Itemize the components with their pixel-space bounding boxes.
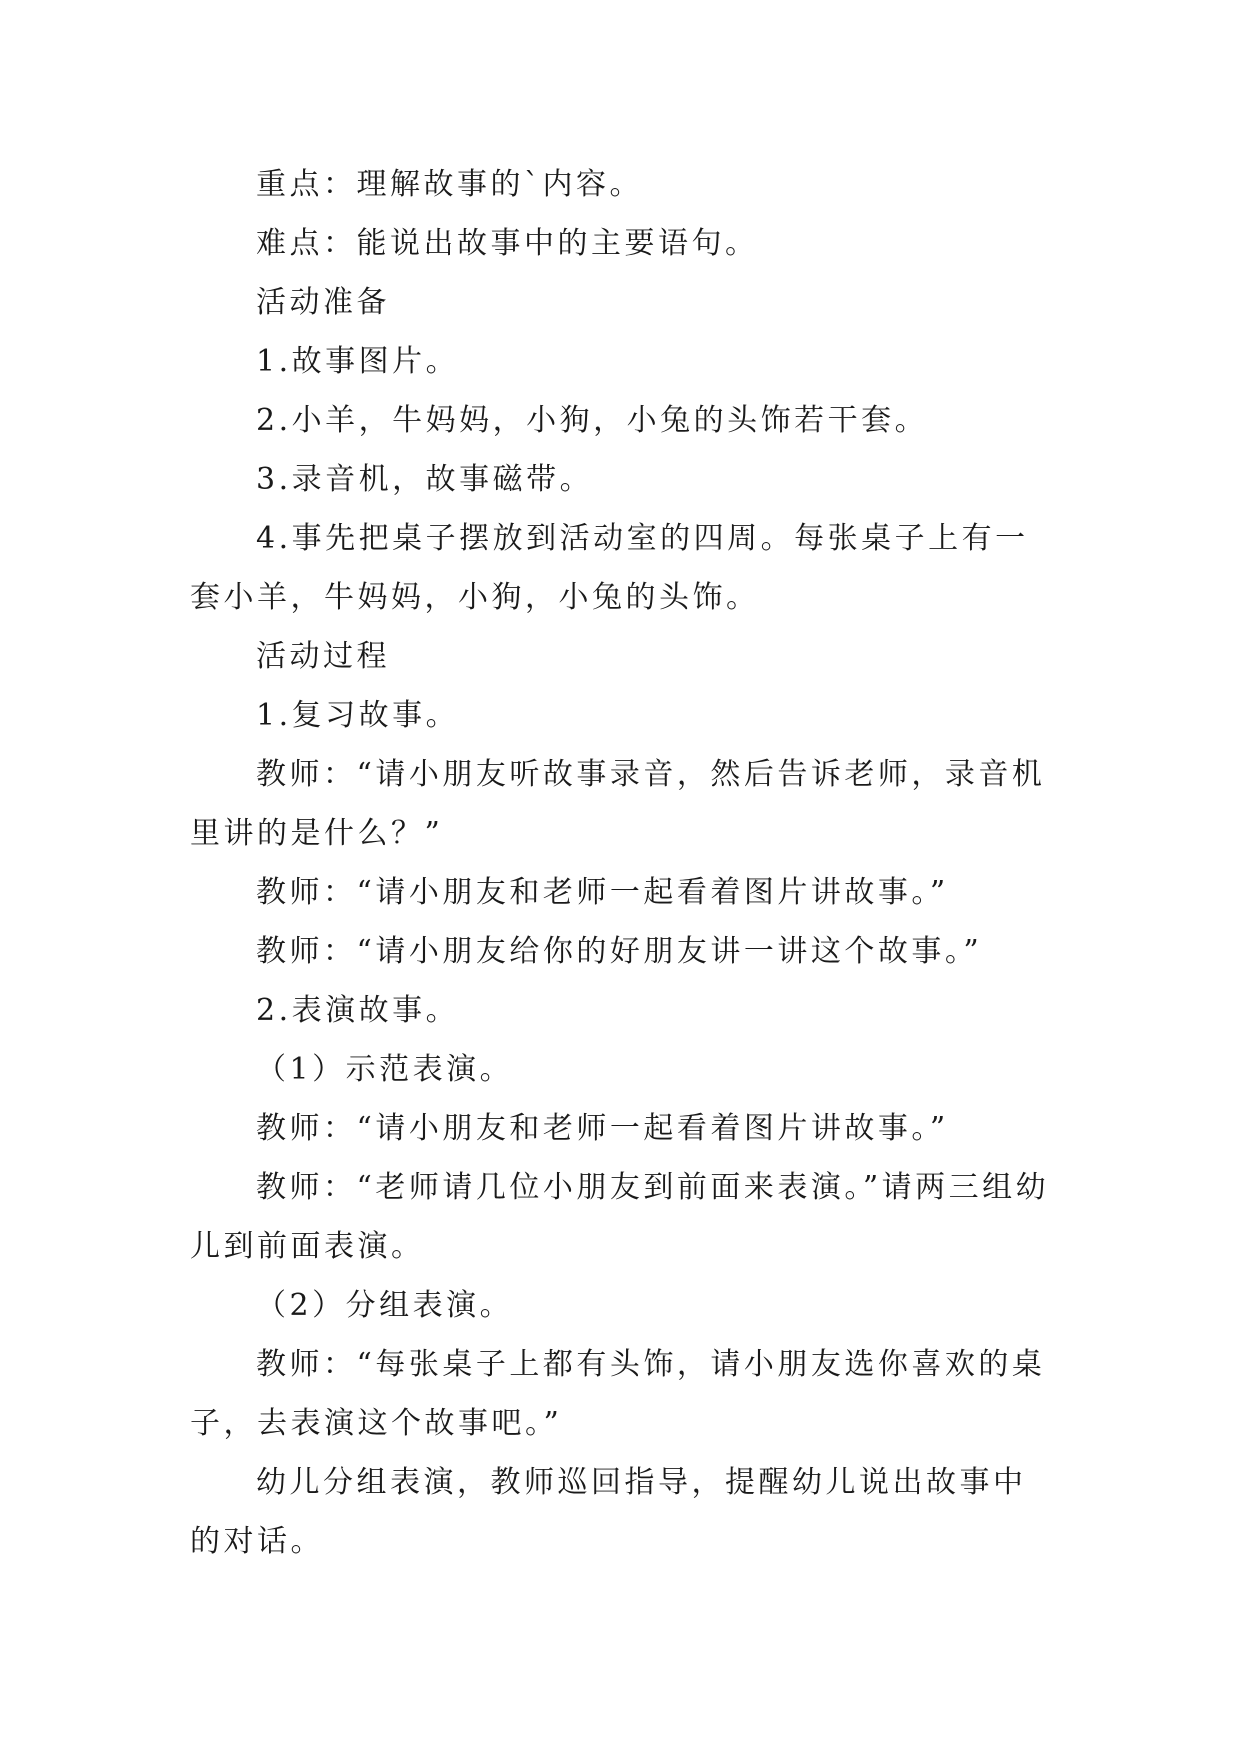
process-step-1: 1.复习故事。 — [256, 698, 460, 733]
preparation-item-4: 4.事先把桌子摆放到活动室的四周。每张桌子上有一套小羊，牛妈妈，小狗，小兔的头饰。 — [190, 521, 1029, 615]
substep-2: （2）分组表演。 — [256, 1288, 514, 1323]
teacher-dialogue: 教师：“请小朋友和老师一起看着图片讲故事。” — [256, 1111, 949, 1146]
difficulty-line: 难点：能说出故事中的主要语句。 — [256, 226, 759, 261]
activity-note: 幼儿分组表演，教师巡回指导，提醒幼儿说出故事中的对话。 — [190, 1465, 1027, 1559]
teacher-dialogue: 教师：“每张桌子上都有头饰，请小朋友选你喜欢的桌子，去表演这个故事吧。” — [190, 1347, 1046, 1441]
teacher-dialogue: 教师：“请小朋友和老师一起看着图片讲故事。” — [256, 875, 949, 910]
process-step-2: 2.表演故事。 — [256, 993, 460, 1028]
substep-1: （1）示范表演。 — [256, 1052, 514, 1087]
teacher-dialogue: 教师：“请小朋友给你的好朋友讲一讲这个故事。” — [256, 934, 983, 969]
preparation-item-3: 3.录音机，故事磁带。 — [256, 462, 594, 497]
key-point-line: 重点：理解故事的`内容。 — [256, 167, 643, 202]
section-heading-preparation: 活动准备 — [256, 285, 390, 320]
teacher-dialogue: 教师：“请小朋友听故事录音，然后告诉老师，录音机里讲的是什么？” — [190, 757, 1046, 851]
preparation-item-1: 1.故事图片。 — [256, 344, 460, 379]
preparation-item-2: 2.小羊，牛妈妈，小狗，小兔的头饰若干套。 — [256, 403, 929, 438]
teacher-dialogue: 教师：“老师请几位小朋友到前面来表演。”请两三组幼儿到前面表演。 — [190, 1170, 1050, 1264]
document-page — [190, 155, 1052, 1571]
section-heading-process: 活动过程 — [256, 639, 390, 674]
